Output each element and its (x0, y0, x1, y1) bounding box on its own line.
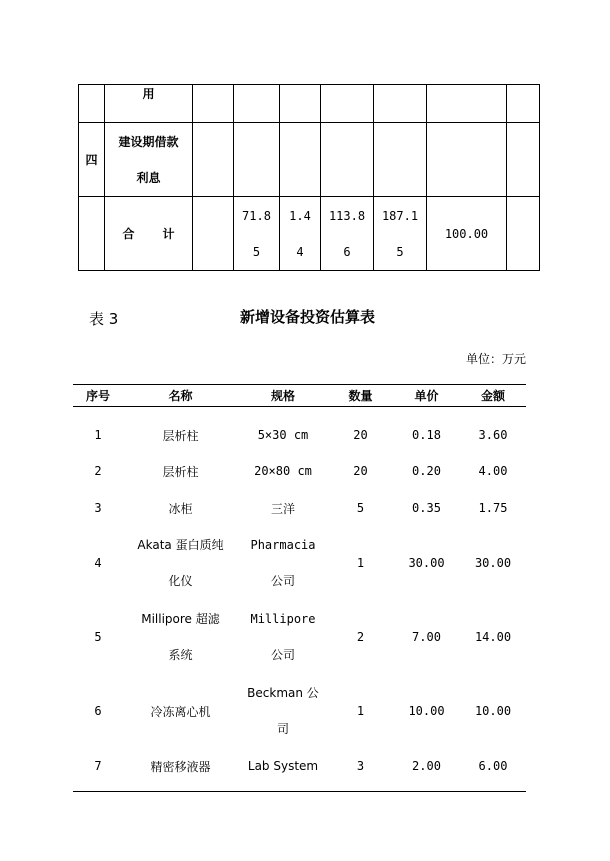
total-label-a: 合 (122, 227, 135, 241)
table-row-interest (79, 123, 540, 197)
table-row: 7 精密移液器 Lab System 3 2.00 6.00 (94, 759, 508, 774)
table-title: 新增设备投资估算表 (240, 308, 376, 326)
total-label-cell (105, 197, 193, 271)
investment-table-continuation (78, 84, 540, 271)
item-name-line2: 利息 (136, 170, 161, 185)
table-number: 表 3 (89, 310, 119, 328)
total-value-5: 100.00 (427, 197, 507, 271)
header-price: 单价 (414, 388, 439, 403)
item-name-cell: 用 (105, 85, 193, 123)
table-header-rule (73, 406, 526, 407)
header-name: 名称 (168, 388, 193, 403)
table-row: 3 冰柜 三洋 5 0.35 1.75 (94, 501, 508, 516)
header-qty: 数量 (348, 388, 373, 403)
total-label-b: 计 (162, 227, 175, 241)
table-row: 2 层析柱 20×80 cm 20 0.20 4.00 (94, 464, 508, 479)
table-row: 5 Millipore 超滤 系统 Millipore 公司 2 7.00 14.00 (94, 612, 512, 662)
total-value-2: 1.4 4 (280, 197, 321, 271)
header-spec: 规格 (270, 388, 295, 403)
index-cell (79, 85, 105, 123)
item-name-cell (105, 123, 193, 197)
equipment-table-header (73, 385, 526, 405)
total-value-4: 187.1 5 (374, 197, 427, 271)
header-no: 序号 (85, 388, 110, 403)
table-row: 6 冷冻离心机 Beckman 公 司 1 10.00 10.00 (94, 686, 512, 736)
table-row: 1 层析柱 5×30 cm 20 0.18 3.60 (94, 428, 508, 443)
table-row-use (79, 85, 540, 123)
unit-label: 单位：万元 (465, 352, 526, 366)
table-row: 4 Akata 蛋白质纯 化仪 Pharmacia 公司 1 30.00 30.00 (94, 538, 512, 588)
header-amount: 金额 (480, 388, 505, 403)
item-name-line1: 建设期借款 (118, 134, 179, 149)
index-cell: 四 (79, 123, 105, 197)
table-bottom-rule (73, 791, 526, 792)
total-value-3: 113.8 6 (321, 197, 374, 271)
table-row-total (79, 197, 540, 271)
total-value-1: 71.8 5 (234, 197, 280, 271)
